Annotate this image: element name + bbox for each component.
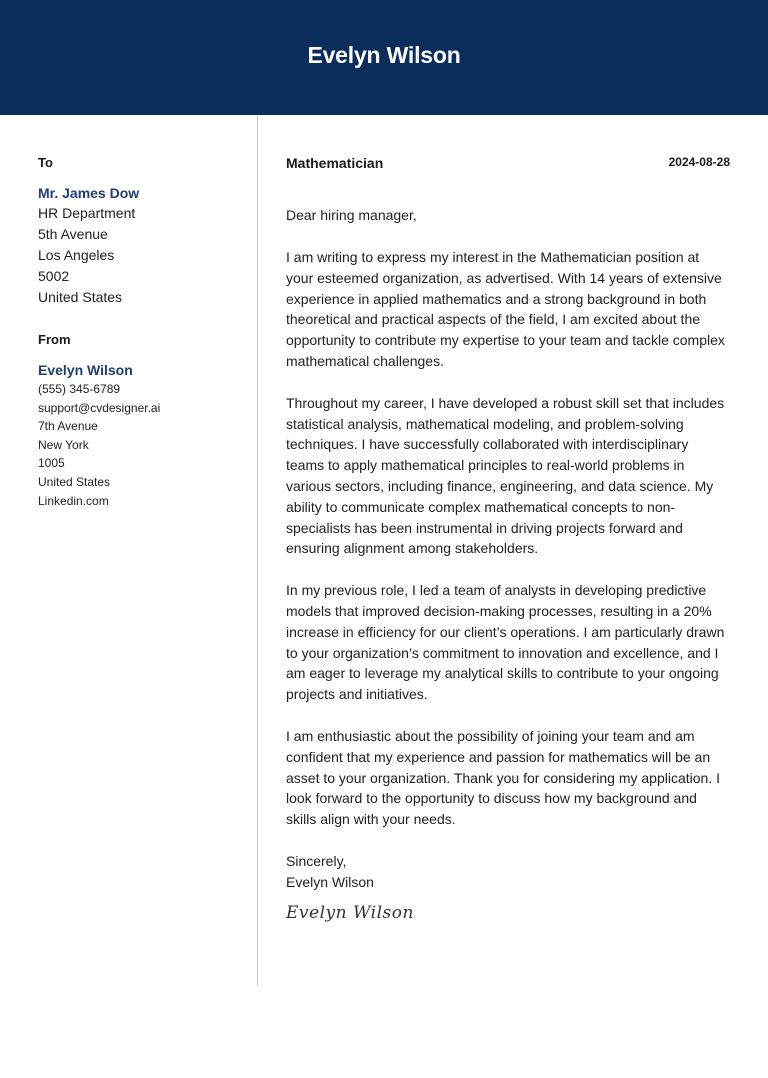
applicant-name: Evelyn Wilson <box>307 42 461 68</box>
sender-name: Evelyn Wilson <box>38 362 133 378</box>
paragraph: Throughout my career, I have developed a robust skill set that includes statistical analysis, mathematical modeling, and problem-solving techniques. I have successfully collaborated with interdisciplinary teams to apply mathematical principles to real-world problems in various sectors, including finance, engineering, and data science. My ability to communicate complex mathematical concepts to non-specialists has been instrumental in driving projects forward and ensuring alignment among stakeholders. <box>286 394 725 557</box>
sender-phone: (555) 345-6789 <box>38 382 121 396</box>
paragraph: I am writing to express my interest in the Mathematician position at your esteemed organization, as advertised. With 14 years of extensive experience in applied mathematics and a strong background in both theoretical and practical aspects of the field, I am excited about the opportunity to contribute my expertise to your team and tackle complex mathematical challenges. <box>286 249 725 369</box>
sender-postcode: 1005 <box>38 456 65 471</box>
recipient-department: HR Department <box>38 205 136 221</box>
closing-phrase: Sincerely, <box>286 852 347 869</box>
sender-email: support@cvdesigner.ai <box>38 400 161 415</box>
letter-date: 2024-08-28 <box>668 155 730 169</box>
job-title: Mathematician <box>286 155 384 171</box>
signature: Evelyn Wilson <box>286 902 414 923</box>
to-label: To <box>38 155 53 170</box>
closing <box>286 851 730 893</box>
sender-street: 7th Avenue <box>38 419 98 434</box>
header-banner <box>0 0 768 115</box>
letter-topline <box>286 155 730 175</box>
salutation: Dear hiring manager, <box>286 207 417 223</box>
closing-name: Evelyn Wilson <box>286 873 374 890</box>
recipient-country: United States <box>38 289 123 305</box>
recipient-street: 5th Avenue <box>38 226 108 242</box>
sender-country: United States <box>38 474 111 489</box>
recipient-postcode: 5002 <box>38 268 70 284</box>
letter-body <box>286 155 730 923</box>
column-divider <box>257 115 258 986</box>
sender-city: New York <box>38 437 89 452</box>
paragraph: I am enthusiastic about the possibility of joining your team and am confident that my experience and passion for mathematics will be an asset to your organization. Thank you for considering my application. I look forward to the opportunity to discuss how my background and skills align with your needs. <box>286 727 720 828</box>
sender-linkedin: Linkedin.com <box>38 493 109 508</box>
recipient-name: Mr. James Dow <box>38 185 140 201</box>
paragraph: In my previous role, I led a team of analysts in developing predictive models that improved decision-making processes, resulting in a 20% increase in efficiency for our client’s operations. I am particularly drawn to your organization’s commitment to innovation and excellence, and I am eager to leverage my analytical skills to contribute to your ongoing projects and initiatives. <box>286 582 725 703</box>
sidebar <box>38 155 248 510</box>
recipient-city: Los Angeles <box>38 247 115 263</box>
from-label: From <box>38 332 71 347</box>
